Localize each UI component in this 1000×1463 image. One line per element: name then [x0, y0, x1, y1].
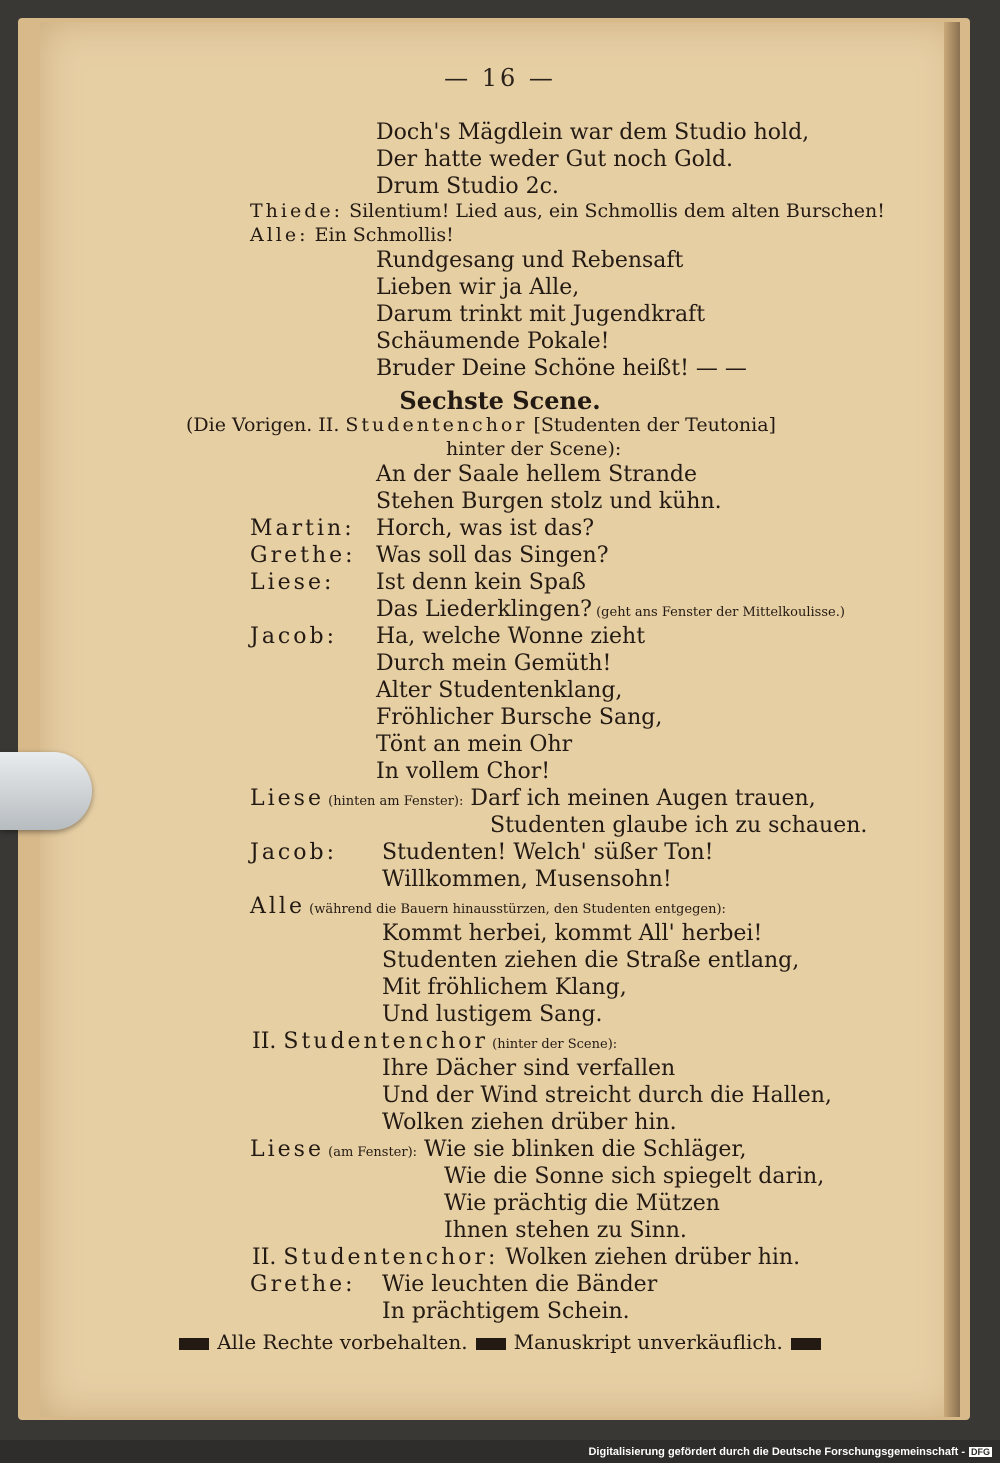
stage-note: (während die Bauern hinausstürzen, den Studenten entgegen): [304, 902, 726, 917]
stage-note: (hinter der Scene): [488, 1037, 618, 1052]
page-gutter [944, 22, 960, 1417]
verse-line: In prächtigem Schein. [382, 1299, 630, 1324]
digitization-credit [588, 1446, 992, 1458]
dialogue-text: Studenten! Welch' süßer Ton! [382, 840, 714, 865]
verse-line: Schäumende Pokale! [376, 329, 610, 354]
stage-prefix: II. [252, 1029, 284, 1054]
verse-line: Wie die Sonne sich spiegelt darin, [444, 1164, 825, 1189]
speaker-martin: Martin: [250, 516, 355, 541]
dialogue-text: Wie leuchten die Bänder [382, 1272, 658, 1297]
verse-line: Wolken ziehen drüber hin. [382, 1110, 677, 1135]
verse-line: Lieben wir ja Alle, [376, 275, 580, 300]
dialogue-text: Wie sie blinken die Schläger, [417, 1137, 747, 1162]
verse-line: Der hatte weder Gut noch Gold. [376, 147, 734, 172]
speaker-jacob: Jacob: [250, 840, 337, 865]
speaker-studentenchor: Studentenchor [345, 414, 528, 436]
page-clip [0, 752, 92, 830]
dfg-logo: DFG [971, 1447, 990, 1457]
dialogue-line [376, 597, 845, 626]
speaker-liese: Liese [250, 786, 324, 811]
verse-line: Und lustigem Sang. [382, 1002, 603, 1027]
credit-text: Digitalisierung gefördert durch die Deutsche Forschungsgemeinschaft - [588, 1446, 965, 1458]
verse-line: Studenten glaube ich zu schauen. [490, 813, 868, 838]
dialogue-line [250, 894, 726, 923]
book-page [40, 22, 960, 1417]
verse-line: Stehen Burgen stolz und kühn. [376, 489, 722, 514]
dialogue-text: Ha, welche Wonne zieht [376, 624, 646, 649]
dialogue-text: Das Liederklingen? [376, 597, 592, 622]
verse-line: Kommt herbei, kommt All' herbei! [382, 921, 763, 946]
ornament-bar [476, 1338, 506, 1350]
verse-line: Ihnen stehen zu Sinn. [444, 1218, 687, 1243]
verse-line: Und der Wind streicht durch die Hallen, [382, 1083, 832, 1108]
dialogue-line [252, 1245, 800, 1271]
verse-line: Drum Studio 2c. [376, 174, 559, 199]
dialogue-line [250, 786, 816, 815]
dialogue-text: Wolken ziehen drüber hin. [498, 1245, 801, 1270]
verse-line: Fröhlicher Bursche Sang, [376, 705, 663, 730]
dialogue-line [250, 1137, 747, 1166]
verse-line: Darum trinkt mit Jugendkraft [376, 302, 706, 327]
manuscript-text: Manuskript unverkäuflich. [513, 1330, 783, 1354]
speaker-studentenchor: Studentenchor: [283, 1245, 499, 1270]
verse-line: Rundgesang und Rebensaft [376, 248, 684, 273]
speaker-thiede: Thiede: [250, 200, 344, 222]
speaker-alle: Alle [250, 894, 305, 919]
dialogue-text: Silentium! Lied aus, ein Schmollis dem alten Burschen! [343, 200, 885, 222]
verse-line: Tönt an mein Ohr [376, 732, 573, 757]
speaker-alle: Alle: [250, 224, 309, 246]
verse-line: Willkommen, Musensohn! [382, 867, 672, 892]
speaker-studentenchor: Studentenchor [283, 1029, 489, 1054]
stage-note: (am Fenster): [323, 1145, 418, 1160]
stage-direction: hinter der Scene): [446, 438, 622, 460]
speaker-grethe: Grethe: [250, 1272, 356, 1297]
speaker-liese: Liese: [250, 570, 335, 595]
verse-line: Bruder Deine Schöne heißt! — — [376, 356, 747, 381]
stage-direction [186, 412, 776, 438]
stage-prefix: (Die Vorigen. II. [186, 414, 346, 436]
verse-line: Durch mein Gemüth! [376, 651, 612, 676]
verse-line: Mit fröhlichem Klang, [382, 975, 627, 1000]
dialogue-text: Ein Schmollis! [308, 224, 454, 246]
dialogue-line [250, 222, 454, 248]
scene-heading: Sechste Scene. [399, 386, 601, 415]
stage-prefix: II. [252, 1245, 284, 1270]
stage-rest: [Studenten der Teutonia] [527, 414, 776, 436]
page-number: — 16 — [444, 64, 556, 92]
verse-line: Wie prächtig die Mützen [444, 1191, 720, 1216]
verse-line: In vollem Chor! [376, 759, 551, 784]
verse-line: Ihre Dächer sind verfallen [382, 1056, 676, 1081]
verse-line: Doch's Mägdlein war dem Studio hold, [376, 120, 810, 145]
ornament-bar [179, 1338, 209, 1350]
speaker-jacob: Jacob: [250, 624, 337, 649]
ornament-bar [791, 1338, 821, 1350]
stage-note: (geht ans Fenster der Mittelkoulisse.) [591, 605, 845, 620]
speaker-grethe: Grethe: [250, 543, 356, 568]
dialogue-text: Ist denn kein Spaß [376, 570, 586, 595]
dialogue-line [252, 1029, 617, 1058]
verse-line: Studenten ziehen die Straße entlang, [382, 948, 800, 973]
verse-line: Alter Studentenklang, [376, 678, 623, 703]
dialogue-line [250, 198, 885, 224]
speaker-liese: Liese [250, 1137, 324, 1162]
dialogue-text: Was soll das Singen? [376, 543, 609, 568]
stage-note: (hinten am Fenster): [323, 794, 464, 809]
verse-line: An der Saale hellem Strande [376, 462, 697, 487]
rights-footer [40, 1330, 960, 1354]
rights-text: Alle Rechte vorbehalten. [217, 1330, 468, 1354]
dialogue-text: Darf ich meinen Augen trauen, [463, 786, 816, 811]
dialogue-text: Horch, was ist das? [376, 516, 595, 541]
